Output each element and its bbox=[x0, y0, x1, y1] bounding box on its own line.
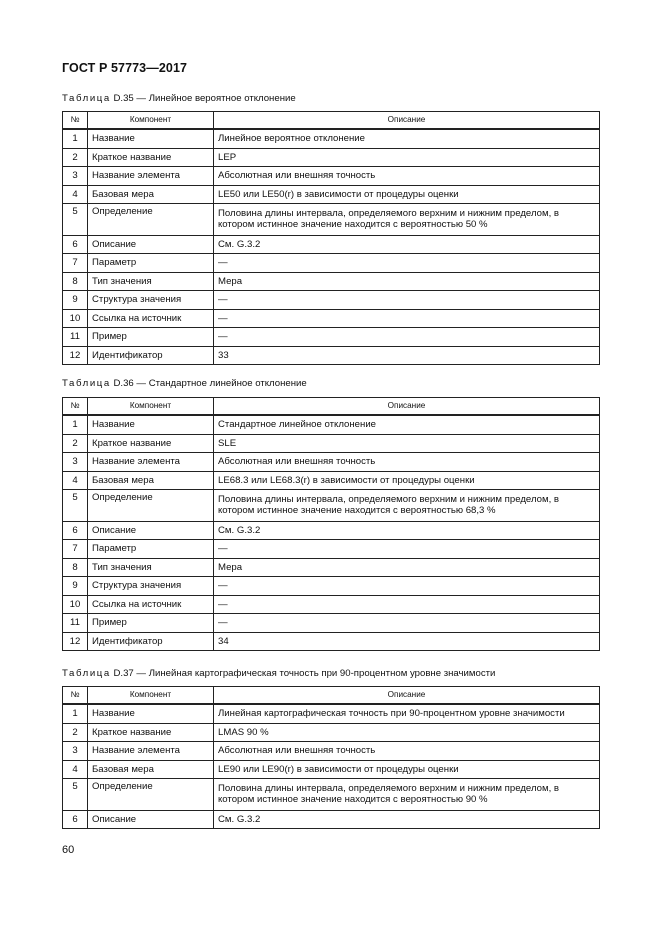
row-description: — bbox=[214, 614, 600, 633]
row-number: 9 bbox=[63, 577, 88, 596]
table-row bbox=[63, 810, 600, 829]
row-component: Структура значения bbox=[88, 291, 214, 310]
document-header: ГОСТ Р 57773—2017 bbox=[62, 61, 188, 75]
row-number: 3 bbox=[63, 453, 88, 472]
row-component: Краткое название bbox=[88, 723, 214, 742]
row-description: 34 bbox=[214, 632, 600, 651]
row-description: LMAS 90 % bbox=[214, 723, 600, 742]
row-description: Мера bbox=[214, 558, 600, 577]
col-header-description: Описание bbox=[214, 687, 600, 705]
caption-text: D.37 — Линейная картографическая точность при 90-процентном уровне значимости bbox=[113, 668, 496, 679]
table-row bbox=[63, 453, 600, 472]
row-component: Название bbox=[88, 704, 214, 723]
row-description: — bbox=[214, 540, 600, 559]
table-header-row bbox=[63, 398, 600, 416]
col-header-num: № bbox=[63, 112, 88, 130]
table-row bbox=[63, 434, 600, 453]
table-row bbox=[63, 346, 600, 365]
caption-word: Таблица bbox=[62, 93, 111, 104]
row-number: 5 bbox=[63, 490, 88, 522]
row-number: 11 bbox=[63, 614, 88, 633]
row-description: — bbox=[214, 309, 600, 328]
table-header-row bbox=[63, 112, 600, 130]
row-number: 4 bbox=[63, 185, 88, 204]
row-description: Линейная картографическая точность при 90-процентном уровне значимости bbox=[214, 704, 600, 723]
row-description: — bbox=[214, 291, 600, 310]
table-row bbox=[63, 272, 600, 291]
col-header-num: № bbox=[63, 687, 88, 705]
row-description: LEP bbox=[214, 148, 600, 167]
row-description: SLE bbox=[214, 434, 600, 453]
row-component: Идентификатор bbox=[88, 346, 214, 365]
table-caption-d35 bbox=[62, 93, 296, 104]
table-row bbox=[63, 595, 600, 614]
table-row bbox=[63, 235, 600, 254]
col-header-component: Компонент bbox=[88, 112, 214, 130]
table-row bbox=[63, 185, 600, 204]
table-row bbox=[63, 779, 600, 811]
table-header-row bbox=[63, 687, 600, 705]
table-row bbox=[63, 614, 600, 633]
row-number: 5 bbox=[63, 204, 88, 236]
row-description: Половина длины интервала, определяемого верхним и нижним пределом, в котором истинное значение находится с вероятностью 50 % bbox=[214, 204, 600, 236]
row-number: 3 bbox=[63, 742, 88, 761]
row-description: Абсолютная или внешняя точность bbox=[214, 453, 600, 472]
row-number: 1 bbox=[63, 704, 88, 723]
row-component: Название bbox=[88, 129, 214, 148]
row-component: Пример bbox=[88, 614, 214, 633]
col-header-component: Компонент bbox=[88, 398, 214, 416]
row-component: Определение bbox=[88, 490, 214, 522]
row-description: LE90 или LE90(r) в зависимости от процедуры оценки bbox=[214, 760, 600, 779]
table-row bbox=[63, 148, 600, 167]
row-number: 2 bbox=[63, 148, 88, 167]
row-number: 6 bbox=[63, 810, 88, 829]
row-number: 1 bbox=[63, 415, 88, 434]
row-description: Половина длины интервала, определяемого верхним и нижним пределом, в котором истинное значение находится с вероятностью 68,3 % bbox=[214, 490, 600, 522]
table-d37 bbox=[62, 686, 600, 829]
row-description: — bbox=[214, 595, 600, 614]
table-row bbox=[63, 254, 600, 273]
table-row bbox=[63, 723, 600, 742]
caption-word: Таблица bbox=[62, 668, 111, 679]
row-description: — bbox=[214, 328, 600, 347]
caption-word: Таблица bbox=[62, 378, 111, 389]
table-row bbox=[63, 521, 600, 540]
caption-text: D.36 — Стандартное линейное отклонение bbox=[113, 378, 307, 389]
table-row bbox=[63, 742, 600, 761]
row-component: Краткое название bbox=[88, 148, 214, 167]
row-number: 1 bbox=[63, 129, 88, 148]
row-component: Название элемента bbox=[88, 167, 214, 186]
row-component: Базовая мера bbox=[88, 185, 214, 204]
row-component: Название элемента bbox=[88, 453, 214, 472]
row-description: Абсолютная или внешняя точность bbox=[214, 167, 600, 186]
row-component: Пример bbox=[88, 328, 214, 347]
table-row bbox=[63, 577, 600, 596]
row-number: 10 bbox=[63, 595, 88, 614]
table-d36 bbox=[62, 397, 600, 651]
row-component: Идентификатор bbox=[88, 632, 214, 651]
table-row bbox=[63, 129, 600, 148]
table-row bbox=[63, 309, 600, 328]
row-description: Абсолютная или внешняя точность bbox=[214, 742, 600, 761]
row-number: 2 bbox=[63, 723, 88, 742]
row-description: Мера bbox=[214, 272, 600, 291]
row-description: Половина длины интервала, определяемого верхним и нижним пределом, в котором истинное значение находится с вероятностью 90 % bbox=[214, 779, 600, 811]
row-number: 4 bbox=[63, 471, 88, 490]
table-d35 bbox=[62, 111, 600, 365]
row-component: Тип значения bbox=[88, 558, 214, 577]
table-caption-d36 bbox=[62, 378, 307, 389]
row-component: Название bbox=[88, 415, 214, 434]
row-number: 10 bbox=[63, 309, 88, 328]
row-number: 7 bbox=[63, 540, 88, 559]
table-row bbox=[63, 471, 600, 490]
table-row bbox=[63, 540, 600, 559]
row-component: Описание bbox=[88, 810, 214, 829]
table-row bbox=[63, 167, 600, 186]
row-number: 8 bbox=[63, 558, 88, 577]
table-row bbox=[63, 328, 600, 347]
row-description: Стандартное линейное отклонение bbox=[214, 415, 600, 434]
row-description: 33 bbox=[214, 346, 600, 365]
col-header-description: Описание bbox=[214, 398, 600, 416]
row-number: 5 bbox=[63, 779, 88, 811]
row-description: См. G.3.2 bbox=[214, 810, 600, 829]
row-description: См. G.3.2 bbox=[214, 235, 600, 254]
table-caption-d37 bbox=[62, 668, 495, 679]
col-header-description: Описание bbox=[214, 112, 600, 130]
row-number: 6 bbox=[63, 521, 88, 540]
row-description: — bbox=[214, 577, 600, 596]
row-component: Базовая мера bbox=[88, 471, 214, 490]
row-component: Базовая мера bbox=[88, 760, 214, 779]
row-number: 2 bbox=[63, 434, 88, 453]
row-component: Описание bbox=[88, 521, 214, 540]
col-header-num: № bbox=[63, 398, 88, 416]
row-component: Структура значения bbox=[88, 577, 214, 596]
table-row bbox=[63, 415, 600, 434]
row-number: 12 bbox=[63, 632, 88, 651]
row-number: 3 bbox=[63, 167, 88, 186]
row-number: 9 bbox=[63, 291, 88, 310]
row-component: Тип значения bbox=[88, 272, 214, 291]
row-number: 6 bbox=[63, 235, 88, 254]
table-row bbox=[63, 760, 600, 779]
row-component: Ссылка на источник bbox=[88, 309, 214, 328]
row-description: — bbox=[214, 254, 600, 273]
row-description: Линейное вероятное отклонение bbox=[214, 129, 600, 148]
row-component: Ссылка на источник bbox=[88, 595, 214, 614]
row-number: 8 bbox=[63, 272, 88, 291]
table-row bbox=[63, 490, 600, 522]
table-row bbox=[63, 704, 600, 723]
row-number: 11 bbox=[63, 328, 88, 347]
caption-text: D.35 — Линейное вероятное отклонение bbox=[113, 93, 296, 104]
row-component: Параметр bbox=[88, 540, 214, 559]
table-row bbox=[63, 632, 600, 651]
row-number: 12 bbox=[63, 346, 88, 365]
col-header-component: Компонент bbox=[88, 687, 214, 705]
row-number: 4 bbox=[63, 760, 88, 779]
page-number: 60 bbox=[62, 844, 75, 856]
table-row bbox=[63, 204, 600, 236]
row-description: LE50 или LE50(r) в зависимости от процедуры оценки bbox=[214, 185, 600, 204]
row-component: Определение bbox=[88, 779, 214, 811]
table-row bbox=[63, 558, 600, 577]
row-description: LE68.3 или LE68.3(r) в зависимости от процедуры оценки bbox=[214, 471, 600, 490]
table-row bbox=[63, 291, 600, 310]
row-description: См. G.3.2 bbox=[214, 521, 600, 540]
row-number: 7 bbox=[63, 254, 88, 273]
row-component: Название элемента bbox=[88, 742, 214, 761]
row-component: Определение bbox=[88, 204, 214, 236]
row-component: Параметр bbox=[88, 254, 214, 273]
row-component: Краткое название bbox=[88, 434, 214, 453]
row-component: Описание bbox=[88, 235, 214, 254]
